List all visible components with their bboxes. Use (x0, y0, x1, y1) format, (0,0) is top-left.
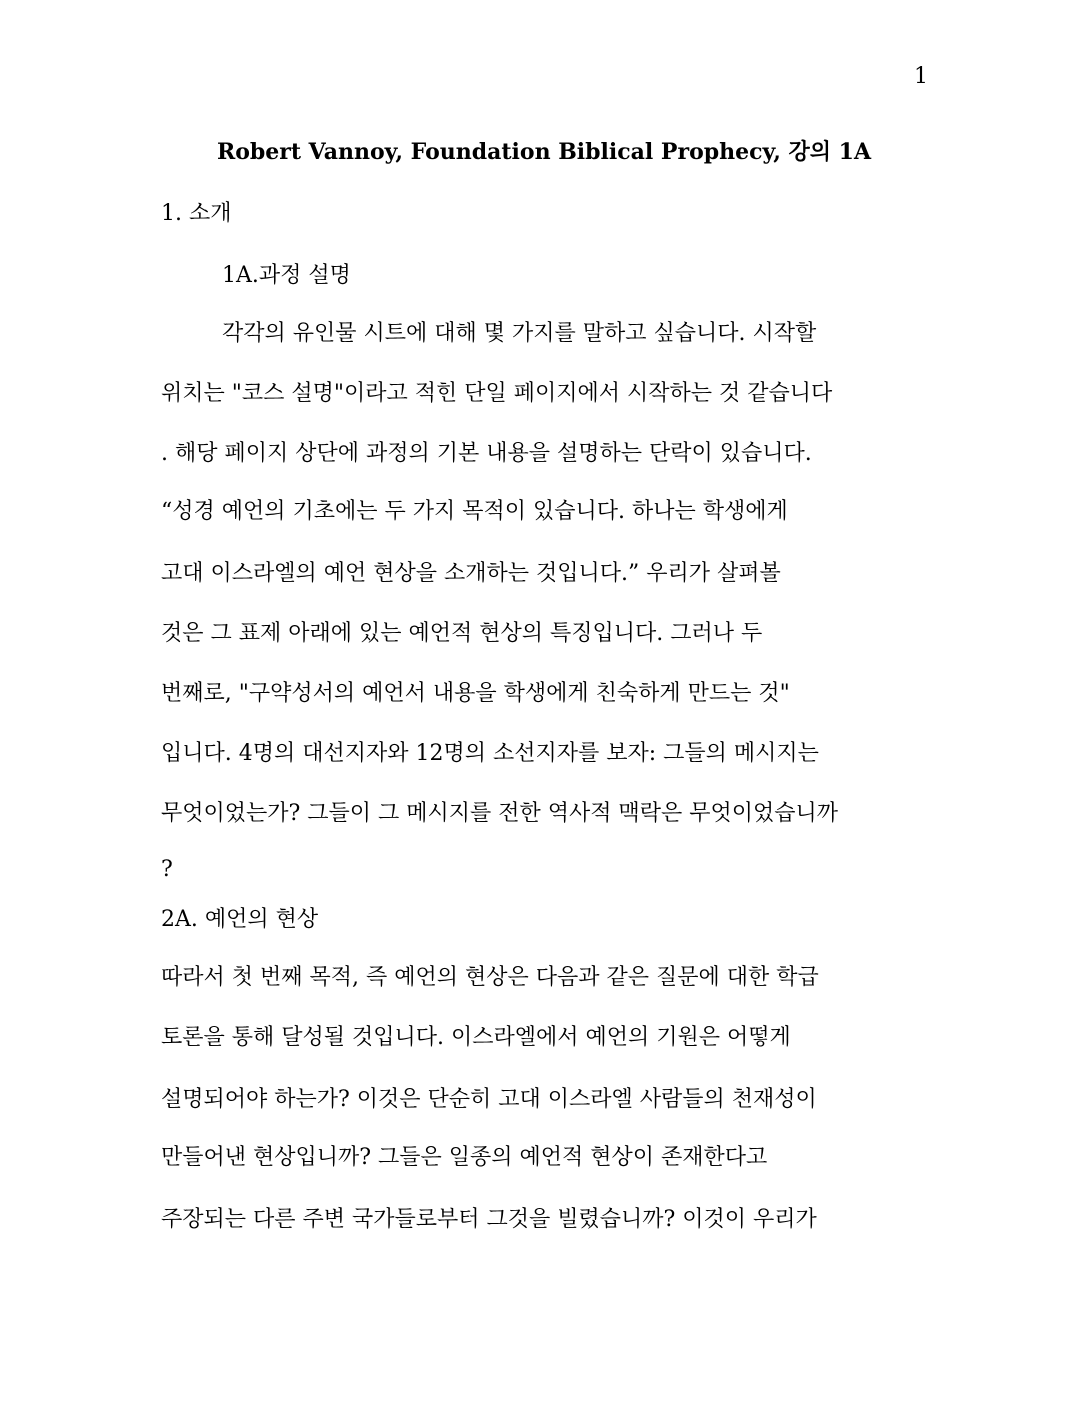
text-line: 무엇이었는가? 그들이 그 메시지를 전한 역사적 맥락은 무엇이었습니까 (161, 801, 839, 826)
text-line: “성경 예언의 기초에는 두 가지 목적이 있습니다. 하나는 학생에게 (161, 499, 788, 524)
text-line: 토론을 통해 달성될 것입니다. 이스라엘에서 예언의 기원은 어떻게 (161, 1025, 791, 1050)
text-line: 설명되어야 하는가? 이것은 단순히 고대 이스라엘 사람들의 천재성이 (161, 1087, 817, 1112)
text-line: 입니다. 4명의 대선지자와 12명의 소선지자를 보자: 그들의 메시지는 (161, 741, 819, 766)
text-line: 번째로, "구약성서의 예언서 내용을 학생에게 친숙하게 만드는 것" (161, 681, 790, 706)
text-line: ? (161, 857, 173, 882)
subsection-heading-course-description: 1A.과정 설명 (222, 263, 351, 288)
page-title: Robert Vannoy, Foundation Biblical Prophecy, 강의 1A (216, 139, 872, 165)
text-line: 것은 그 표제 아래에 있는 예언적 현상의 특징입니다. 그러나 두 (161, 621, 763, 646)
subsection-heading-phenomenon-of-prophecy: 2A. 예언의 현상 (161, 907, 319, 932)
text-line: 고대 이스라엘의 예언 현상을 소개하는 것입니다.” 우리가 살펴볼 (161, 561, 781, 586)
text-line: 위치는 "코스 설명"이라고 적힌 단일 페이지에서 시작하는 것 같습니다 (161, 381, 833, 406)
text-line: 만들어낸 현상입니까? 그들은 일종의 예언적 현상이 존재한다고 (161, 1145, 768, 1170)
section-heading-introduction: 1. 소개 (161, 201, 232, 226)
text-line: 주장되는 다른 주변 국가들로부터 그것을 빌렸습니까? 이것이 우리가 (161, 1207, 817, 1232)
text-line: 따라서 첫 번째 목적, 즉 예언의 현상은 다음과 같은 질문에 대한 학급 (161, 965, 819, 990)
text-line: . 해당 페이지 상단에 과정의 기본 내용을 설명하는 단락이 있습니다. (161, 441, 812, 466)
text-line: 각각의 유인물 시트에 대해 몇 가지를 말하고 싶습니다. 시작할 (222, 321, 817, 346)
page-number: 1 (914, 64, 928, 89)
